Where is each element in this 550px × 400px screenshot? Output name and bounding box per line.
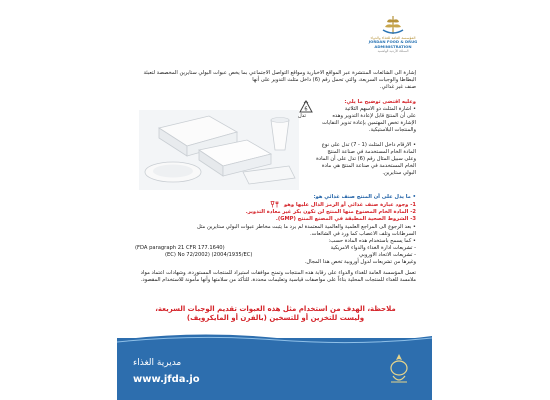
recycle-symbol-paragraph: [298, 106, 416, 134]
poster: [117, 0, 432, 400]
research-line-1: • بعد الرجوع الى المراجع العلمية والعالمية المعتمدة لم يرد ما يثبت مخاطر عبوات البولي ستايرين مثل: [197, 224, 416, 230]
jordan-crown-emblem-icon: [386, 352, 412, 388]
note-line-2: وليست للتخزين أو للتسخين (بالفرن أو المايكرويف): [186, 314, 365, 322]
research-line-2: السرطانات وتلف الاعصاب كما ورد في الشائعات.: [310, 231, 416, 237]
jfda-logo: [358, 14, 428, 66]
regulation-eu: - تشريعات الاتحاد الاوروبي (EC) No 72/2002) (2004/1935/EC): [165, 252, 416, 258]
regulation-other: وغيرها من تشريعات لدول أوروبية تخص هذا المجال.: [304, 259, 416, 265]
numbers-p2-line4: الخام المستخدمة في صناعة المنتج هي مادة: [321, 163, 416, 170]
numbers-p2-line1: • الارقام داخل المثلث (1 - 7) تدل على نوع: [321, 142, 416, 148]
recycle-p1-line2: على أن المنتج قابل لإعادة التدوير وهذه: [332, 113, 416, 120]
note-block: [137, 305, 414, 323]
recycle-p1-line1: • اشارة المثلث ذو الاسهم الثلاثية: [344, 106, 416, 112]
recycle-p1-line4: والمنتجات البلاستيكية.: [368, 127, 416, 134]
regulations-section: [135, 224, 416, 266]
footer-website-link[interactable]: www.jfda.jo: [133, 374, 200, 385]
regulation-fda-code: (FDA paragraph 21 CFR 177.1640): [135, 245, 225, 251]
footer-wave-icon: [117, 330, 432, 346]
food-grade-item-3: 3- الشروط الصحية المطبقة في المصنع المنتج (GMP).: [275, 216, 416, 223]
intro-paragraph: إشارة الى الشائعات المنتشرة عبر المواقع الاخبارية ومواقع التواصل الاجتماعي بما يخص عبوات البولي ستايرين المخصصة لتعبئة البطاطا والوجبات السريعة، والتي تحمل رقم (6) داخل مثلث التدوير على أنها: [143, 70, 416, 84]
food-grade-item-1: 1- وجود عبارة صنف غذائي أو الرمز الدال عليها وهو: [135, 201, 416, 209]
numbers-p2-line3: وعلى سبيل المثال رقم (6) تدل على أن المادة: [316, 156, 416, 163]
logo-arabic-country: المملكة الأردنية الهاشمية: [377, 49, 409, 53]
logo-english-title: JORDAN FOOD & DRUG: [368, 39, 418, 44]
clarification-heading: وعليه اقتضى توضيح ما يلي:: [344, 99, 416, 105]
styrofoam-containers-image: [139, 110, 299, 190]
regulation-fda: - تشريعات ادارة الغذاء والدواء الامريكية (FDA paragraph 21 CFR 177.1640): [135, 245, 416, 251]
regulation-eu-code: (EC) No 72/2002) (2004/1935/EC): [165, 252, 253, 258]
numbers-paragraph: [298, 142, 416, 177]
logo-arabic-title: المؤسسة العامة للغذاء والدواء: [370, 36, 416, 40]
food-grade-section: [135, 194, 416, 223]
note-line-1: ملاحظة، الهدف من استخدام مثل هذه العبوات تقديم الوجبات السريعة،: [155, 305, 396, 313]
wheat-emblem-icon: [379, 14, 407, 36]
logo-english-subtitle: ADMINISTRATION: [374, 43, 412, 49]
permitted-heading: • كما يسمح باستخدام هذه المادة حسب:: [328, 238, 416, 244]
intro-paragraph-end: صنف غير غذائي.: [379, 84, 416, 90]
glass-fork-icon: [268, 201, 282, 208]
footer-department: مديرية الغذاء: [133, 358, 182, 368]
numbers-p2-line5: البولي ستايرين.: [382, 170, 416, 177]
recycle-p1-tail: تدل: [298, 113, 306, 119]
footer-bar: [117, 338, 432, 400]
numbers-p2-line2: المادة الخام المستخدمة في صناعة المنتج: [327, 149, 416, 156]
jfda-role-paragraph: تعمل المؤسسة العامة للغذاء والدواء على رقابة هذه المنتجات وتمنح موافقات استيراد للمنتجات المستوردة، وشهادات اعتماد مواد ملامسة للغذاء للمنتجات المحلية بناءاً على مواصفات قياسية وتعليمات محددة، للتأكد من سلامتها وأنها مأمونة للاستخدام المقصود.: [140, 270, 416, 283]
food-grade-heading: • ما يدل على أن المنتج صنف غذائي هو:: [313, 194, 416, 200]
recycle-number: 6: [304, 106, 308, 113]
food-grade-item-2: 2- المادة الخام المصنوع منها المنتج لن تكون بكر غير معادة التدوير.: [245, 209, 416, 216]
recycle-p1-line3: الإشارة تخص المهتمين بإعادة تدوير النفايات: [322, 120, 416, 127]
